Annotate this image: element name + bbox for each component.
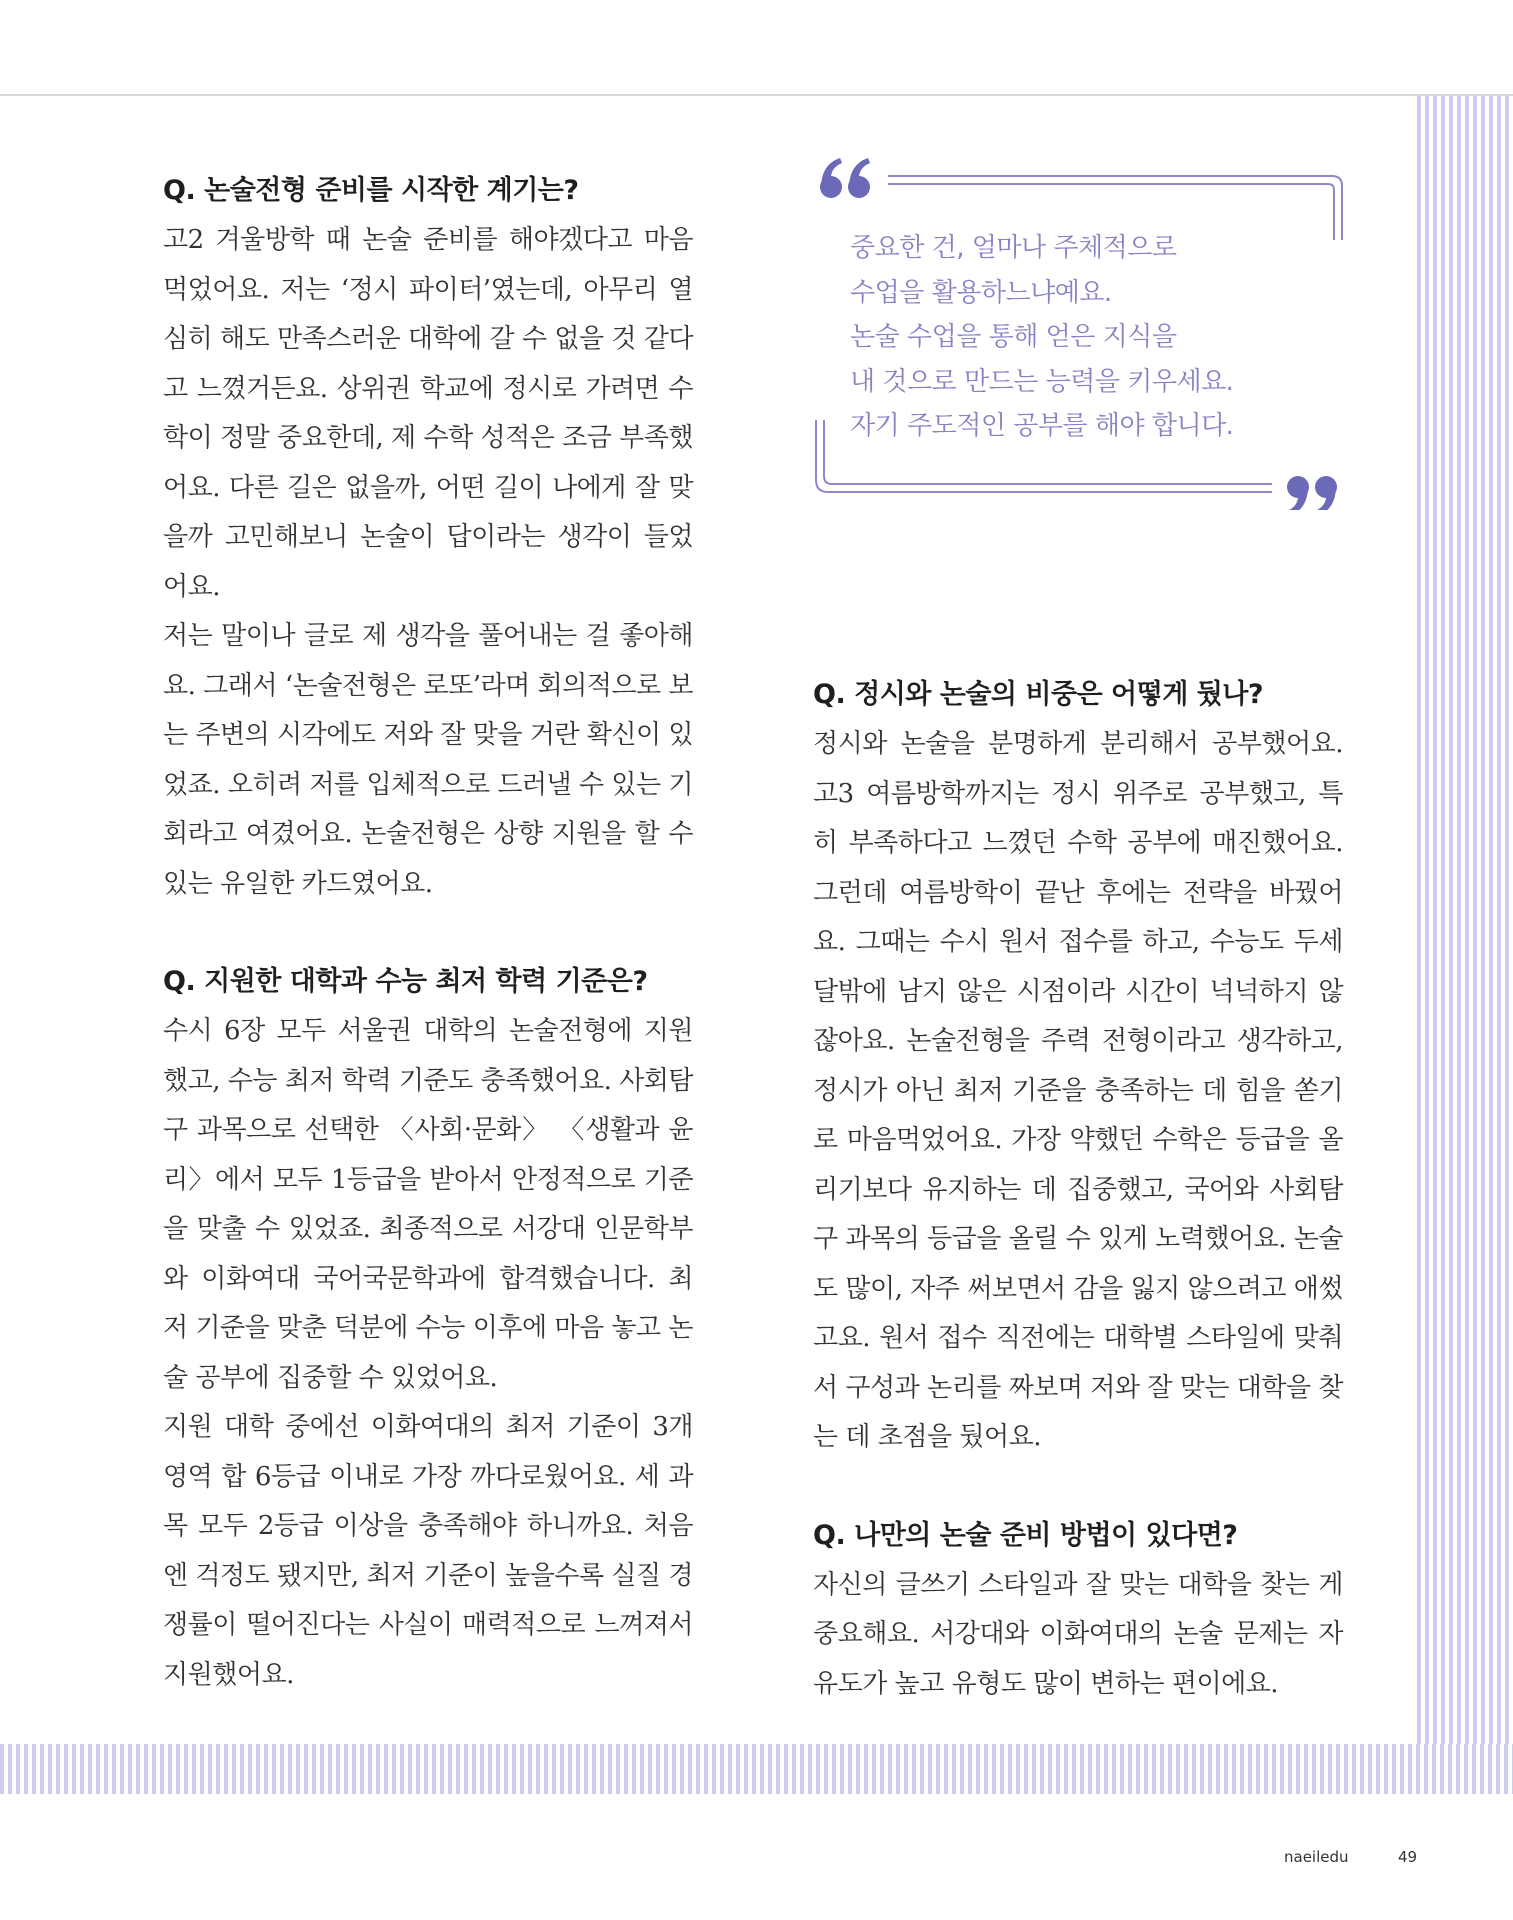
decorative-stripe-bottom [0, 1744, 1513, 1794]
quote-line: 논술 수업을 통해 얻은 지식을 [850, 322, 1177, 352]
pull-quote [810, 150, 1350, 510]
left-column [163, 166, 693, 1700]
qa-section-method [813, 1511, 1343, 1710]
quote-line: 수업을 활용하느냐예요. [850, 277, 1112, 308]
quote-line: 내 것으로 만드는 능력을 키우세요. [850, 366, 1234, 397]
qa-section-universities [163, 957, 693, 1700]
page-number: 49 [1398, 1848, 1418, 1866]
answer-paragraph: 저는 말이나 글로 제 생각을 풀어내는 걸 좋아해요. 그래서 ‘논술전형은 로또’라며 회의적으로 보는 주변의 시각에도 저와 잘 맞을 거란 확신이 있었죠. 오히려 저를 입체적으로 드러낼 수 있는 기회라고 여겼어요. 논술전형은 상향 지원을 할 수 있는 유일한 카드였어요. [163, 621, 693, 899]
qa-section-balance [813, 670, 1343, 1463]
decorative-stripe-right [1417, 96, 1513, 1794]
question-heading: Q. 나만의 논술 준비 방법이 있다면? [813, 1519, 1238, 1551]
close-quote-icon [1287, 476, 1337, 510]
question-heading: Q. 지원한 대학과 수능 최저 학력 기준은? [163, 966, 648, 997]
answer-paragraph: 지원 대학 중에선 이화여대의 최저 기준이 3개 영역 합 6등급 이내로 가장 까다로웠어요. 세 과목 모두 2등급 이상을 충족해야 하니까요. 처음엔 걱정도 됐지만, 최저 기준이 높을수록 실질 경쟁률이 떨어진다는 사실이 매력적으로 느껴져서 지원했어요. [163, 1412, 693, 1690]
question-heading: Q. 정시와 논술의 비중은 어떻게 뒀나? [813, 679, 1264, 710]
right-column [813, 670, 1343, 1709]
answer-paragraph: 고2 겨울방학 때 논술 준비를 해야겠다고 마음먹었어요. 저는 ‘정시 파이터’였는데, 아무리 열심히 해도 만족스러운 대학에 갈 수 없을 것 같다고 느꼈거든요. 상위권 학교에 정시로 가려면 수학이 정말 중요한데, 제 수학 성적은 조금 부족했어요. 다른 길은 없을까, 어떤 길이 나에게 잘 맞을까 고민해보니 논술이 답이라는 생각이 들었어요. [163, 225, 693, 602]
answer-paragraph: 수시 6장 모두 서울권 대학의 논술전형에 지원했고, 수능 최저 학력 기준도 충족했어요. 사회탐구 과목으로 선택한 〈사회·문화〉 〈생활과 윤리〉에서 모두 1등급을 받아서 안정적으로 기준을 맞출 수 있었죠. 최종적으로 서강대 인문학부와 이화여대 국어국문학과에 합격했습니다. 최저 기준을 맞춘 덕분에 수능 이후에 마음 놓고 논술 공부에 집중할 수 있었어요. [163, 1016, 693, 1393]
footer-brand: naeiledu [1284, 1848, 1349, 1866]
answer-paragraph: 정시와 논술을 분명하게 분리해서 공부했어요. 고3 여름방학까지는 정시 위주로 공부했고, 특히 부족하다고 느꼈던 수학 공부에 매진했어요. 그런데 여름방학이 끝난 후에는 전략을 바꿨어요. 그때는 수시 원서 접수를 하고, 수능도 두세 달밖에 남지 않은 시점이라 시간이 넉넉하지 않잖아요. 논술전형을 주력 전형이라고 생각하고, 정시가 아닌 최저 기준을 충족하는 데 힘을 쏟기로 마음먹었어요. 가장 약했던 수학은 등급을 올리기보다 유지하는 데 집중했고, 국어와 사회탐구 과목의 등급을 올릴 수 있게 노력했어요. 논술도 많이, 자주 써보면서 감을 잃지 않으려고 애썼고요. 원서 접수 직전에는 대학별 스타일에 맞춰서 구성과 논리를 짜보며 저와 잘 맞는 대학을 찾는 데 초점을 뒀어요. [813, 729, 1343, 1452]
question-heading: Q. 논술전형 준비를 시작한 계기는? [163, 175, 579, 206]
quote-line: 중요한 건, 얼마나 주체적으로 [850, 233, 1177, 263]
open-quote-icon [820, 158, 870, 198]
quote-line: 자기 주도적인 공부를 해야 합니다. [850, 411, 1234, 441]
qa-section-motivation [163, 166, 693, 909]
quote-text [850, 226, 1320, 449]
answer-paragraph: 자신의 글쓰기 스타일과 잘 맞는 대학을 찾는 게 중요해요. 서강대와 이화여대의 논술 문제는 자유도가 높고 유형도 많이 변하는 편이에요. [813, 1569, 1343, 1699]
